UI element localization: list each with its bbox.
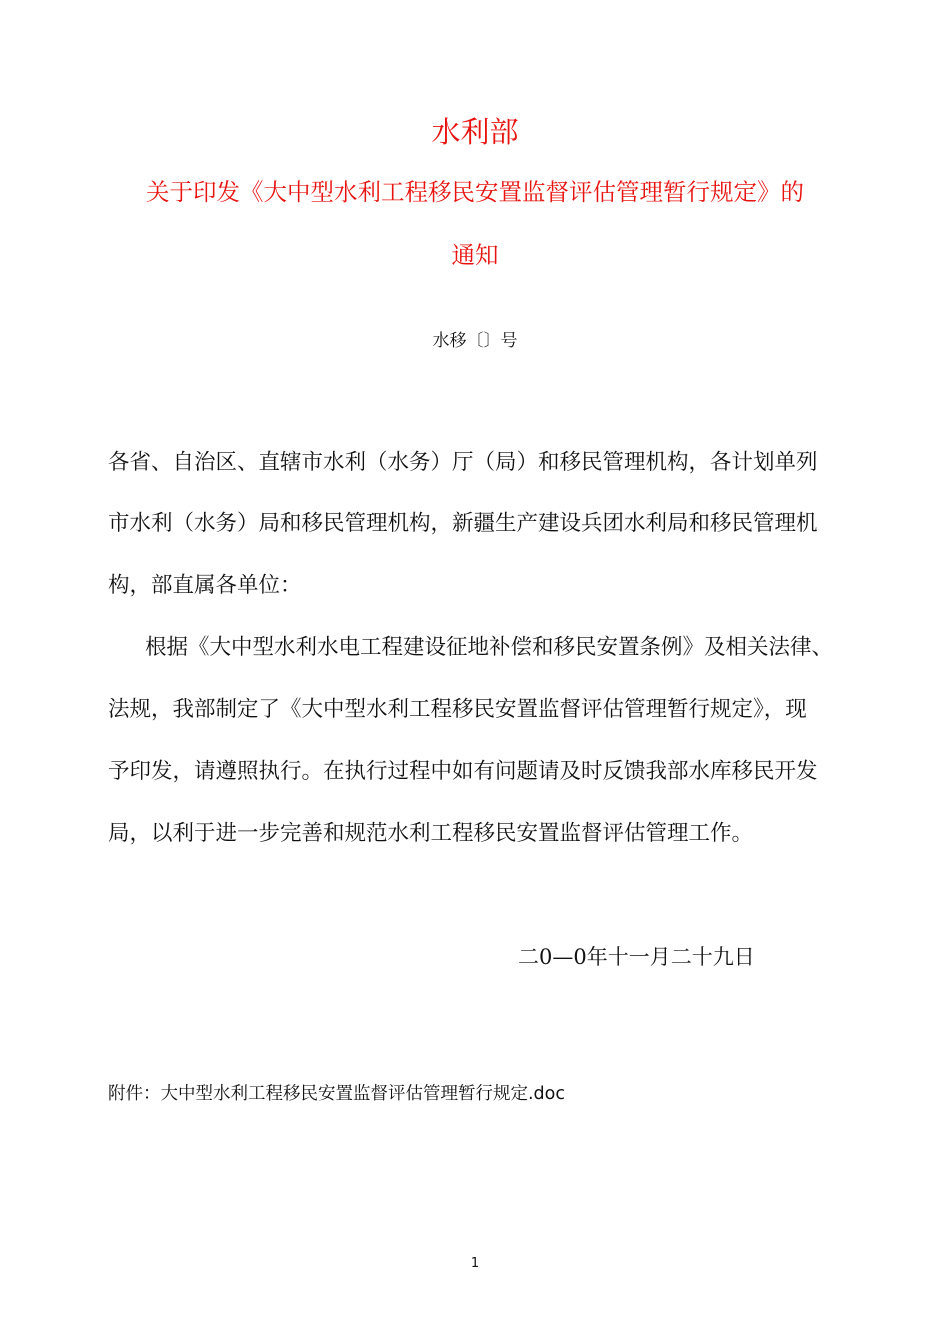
addressee-line: 市水利（水务）局和移民管理机构，新疆生产建设兵团水利局和移民管理机 xyxy=(108,511,818,536)
paragraph-line: 局，以利于进一步完善和规范水利工程移民安置监督评估管理工作。 xyxy=(108,821,754,846)
addressee-line: 各省、自治区、直辖市水利（水务）厅（局）和移民管理机构，各计划单列 xyxy=(108,450,818,475)
paragraph-line: 根据《大中型水利水电工程建设征地补偿和移民安置条例》及相关法律、 xyxy=(145,635,834,660)
document-title-line-1: 关于印发《大中型水利工程移民安置监督评估管理暂行规定》的 xyxy=(146,178,804,206)
paragraph-line: 予印发，请遵照执行。在执行过程中如有问题请及时反馈我部水库移民开发 xyxy=(108,759,818,784)
attachment-link[interactable]: 附件：大中型水利工程移民安置监督评估管理暂行规定.doc xyxy=(108,1084,565,1104)
page-number: 1 xyxy=(470,1256,480,1271)
issue-date: 二0—0年十一月二十九日 xyxy=(518,945,755,969)
document-title-line-2: 通知 xyxy=(451,241,499,269)
paragraph-line: 法规，我部制定了《大中型水利工程移民安置监督评估管理暂行规定》，现 xyxy=(108,697,807,722)
issuing-organization: 水利部 xyxy=(431,115,519,149)
document-number: 水移〔〕号 xyxy=(432,331,518,351)
addressee-line: 构，部直属各单位： xyxy=(108,573,302,598)
